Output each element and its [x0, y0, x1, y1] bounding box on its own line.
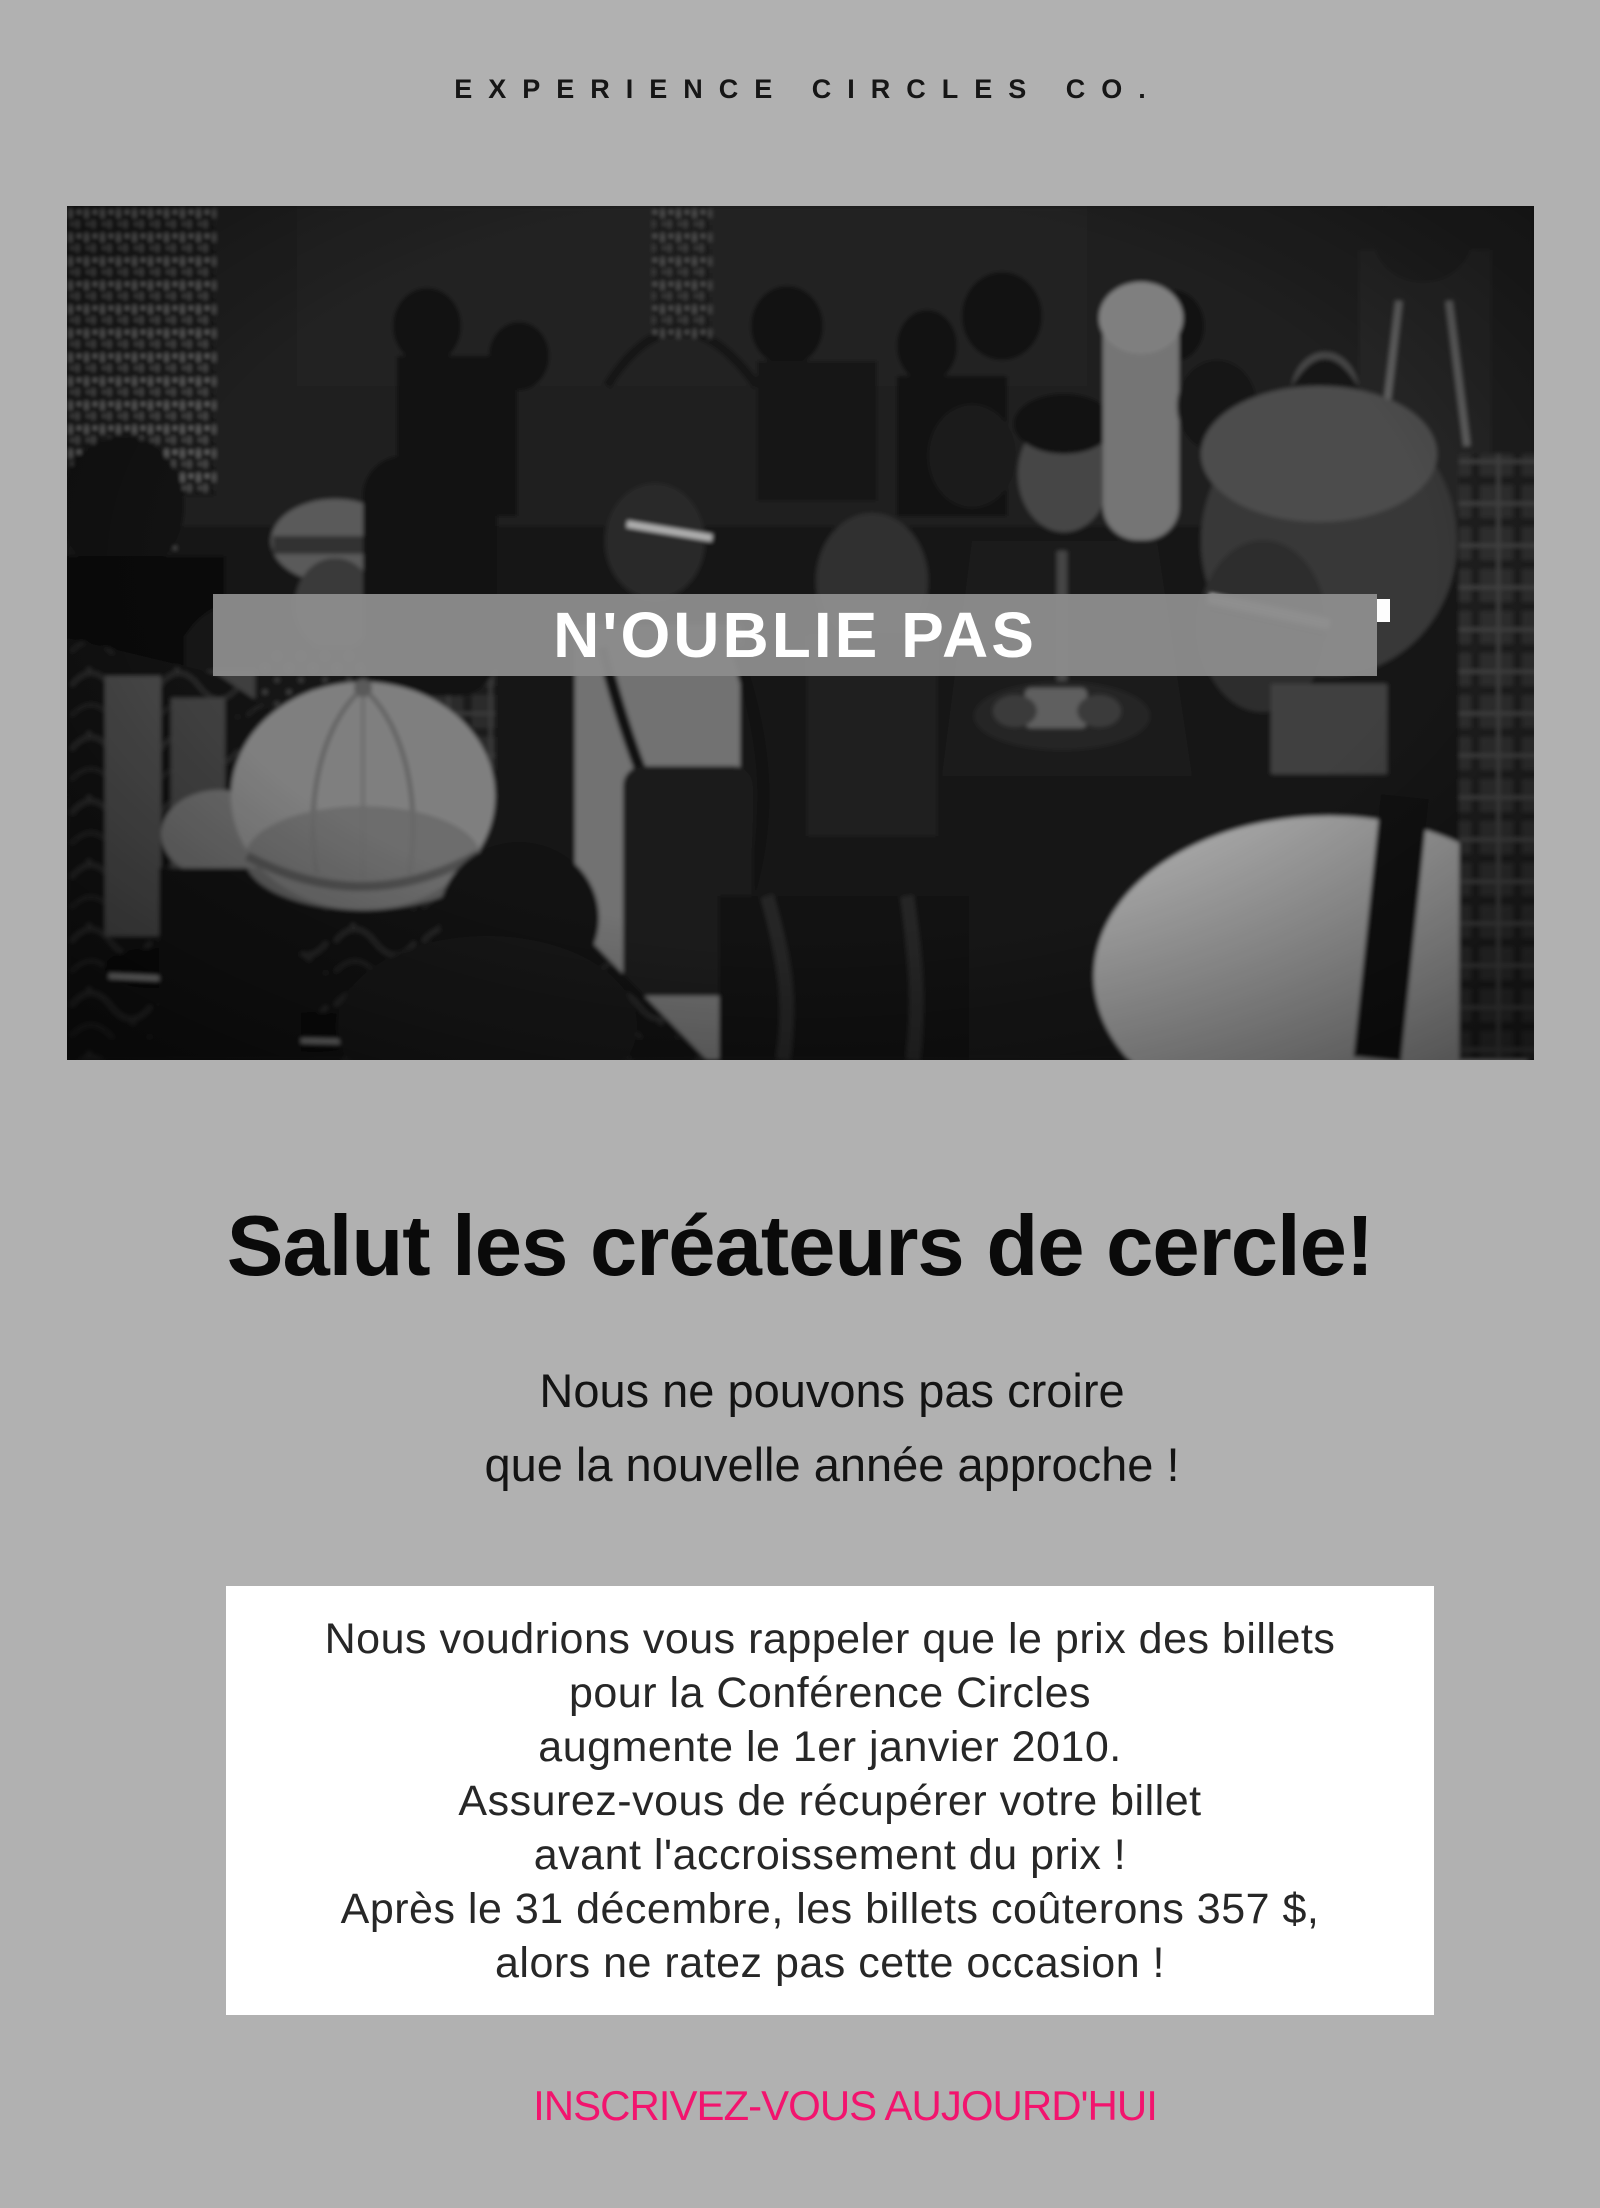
intro-line-1: Nous ne pouvons pas croire — [539, 1364, 1125, 1417]
notice-line-4: Assurez-vous de récupérer votre billet — [458, 1777, 1202, 1825]
banner-notch — [1377, 599, 1390, 622]
notice-line-3: augmente le 1er janvier 2010. — [538, 1723, 1122, 1771]
brand-logo: EXPERIENCE CIRCLES CO. — [454, 74, 1162, 104]
notice-line-7: alors ne ratez pas cette occasion ! — [494, 1939, 1166, 1987]
signup-link[interactable]: INSCRIVEZ-VOUS AUJOURD'HUI — [533, 2082, 1157, 2129]
cta-row — [45, 2082, 1600, 2130]
intro-text — [32, 1354, 1600, 1502]
notice-line-1: Nous voudrions vous rappeler que le prix des billets — [324, 1615, 1336, 1663]
reminder-banner-label: N'OUBLIE PAS — [553, 599, 1037, 671]
greeting-heading: Salut les créateurs de cercle! — [226, 1199, 1374, 1294]
notice-card — [226, 1586, 1434, 2015]
intro-line-2: que la nouvelle année approche ! — [484, 1438, 1180, 1491]
hero-photo — [67, 206, 1534, 1060]
reminder-banner — [213, 594, 1377, 676]
notice-line-5: avant l'accroissement du prix ! — [533, 1831, 1127, 1879]
notice-line-2: pour la Conférence Circles — [568, 1669, 1092, 1717]
notice-line-6: Après le 31 décembre, les billets coûterons 357 $, — [340, 1885, 1320, 1933]
